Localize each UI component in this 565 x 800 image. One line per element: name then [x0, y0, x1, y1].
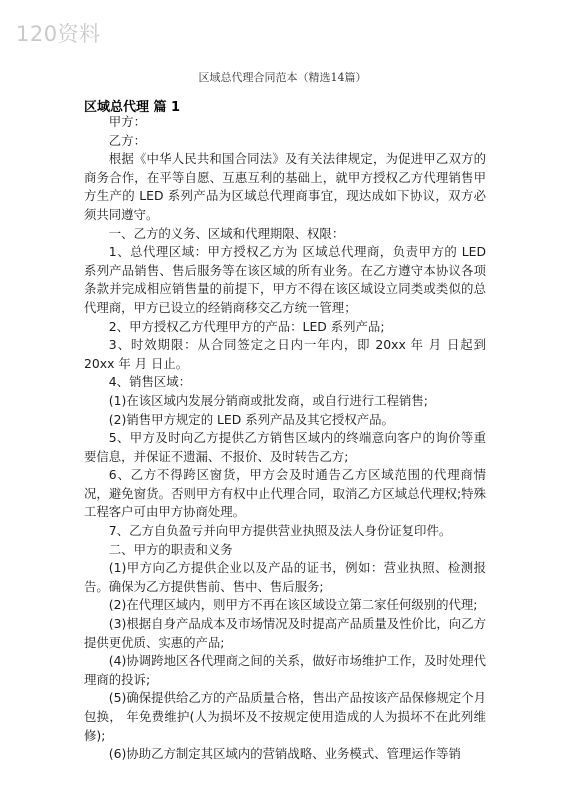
paragraph-duty-1: (1)甲方向乙方提供企业以及产品的证书，例如：营业执照、检测报告。确保为乙方提供售前、售中、售后服务; — [84, 560, 486, 594]
section-heading: 区域总代理 篇 1 — [84, 100, 181, 115]
paragraph-duty-6: (6)协助乙方制定其区域内的营销战略、业务模式、管理运作等销 — [108, 746, 461, 762]
paragraph-duty-5: (5)确保提供给乙方的产品质量合格，售出产品按该产品保修规定个月包换， 年免费维护(人为损坏及不按规定使用造成的人为损坏不在此列维修); — [84, 690, 486, 743]
paragraph-clause-4-1: (1)在该区域内发展分销商或批发商，或自行进行工程销售; — [108, 392, 428, 408]
watermark-logo: 120资料 — [16, 22, 101, 46]
paragraph-clause-2: 2、甲方授权乙方代理甲方的产品：LED 系列产品; — [108, 318, 385, 334]
paragraph-heading-2: 二、甲方的职责和义务 — [108, 541, 233, 557]
paragraph-clause-4: 4、销售区域： — [108, 374, 192, 390]
document-title: 区域总代理合同范本（精选14篇） — [198, 71, 367, 84]
paragraph-clause-1: 1、总代理区域：甲方授权乙方为 区域总代理商，负责甲方的 LED 系列产品销售、售后服务等在该区域的所有业务。在乙方遵守本协议各项条款并完成相应销售量的前提下，甲方不得在该区域设立同类或类似的总代理商，甲方已设立的经销商移交乙方统一管理； — [84, 244, 486, 315]
paragraph-clause-6: 6、乙方不得跨区窗货，甲方会及时通告乙方区域范围的代理商情况，避免窗货。否则甲方有权中止代理合同，取消乙方区域总代理权;特殊工程客户可由甲方协商处理。 — [84, 467, 486, 520]
document-body — [84, 113, 486, 764]
party-b-line: 乙方： — [108, 132, 146, 148]
paragraph-heading-1: 一、乙方的义务、区域和代理期限、权限： — [108, 225, 345, 241]
paragraph-clause-7: 7、乙方自负盈亏并向甲方提供营业执照及法人身份证复印件。 — [108, 523, 452, 539]
paragraph-clause-5: 5、甲方及时向乙方提供乙方销售区域内的终端意向客户的询价等重要信息，并保证不遗漏、不报价、及时转告乙方; — [84, 430, 486, 464]
paragraph-duty-4: (4)协调跨地区各代理商之间的关系，做好市场维护工作，及时处理代理商的投诉; — [84, 653, 486, 687]
party-a-line: 甲方： — [108, 114, 146, 129]
paragraph-duty-2: (2)在代理区域内，则甲方不再在该区域设立第二家任何级别的代理; — [108, 597, 478, 613]
paragraph-preamble: 根据《中华人民共和国合同法》及有关法律规定，为促进甲乙双方的商务合作，在平等自愿、互惠互利的基础上，就甲方授权乙方代理销售甲方生产的 LED 系列产品为区域总代理商事宜，现达成如下协议，双方必须共同遵守。 — [84, 151, 486, 222]
paragraph-clause-4-2: (2)销售甲方规定的 LED 系列产品及其它授权产品。 — [108, 411, 394, 427]
paragraph-duty-3: (3)根据自身产品成本及市场情况及时提高产品质量及性价比，向乙方提供更优质、实惠的产品; — [84, 616, 486, 650]
paragraph-clause-3: 3、时效期限：从合同签定之日内一年内，即 20xx 年 月 日起到 20xx 年 月 日止。 — [84, 337, 486, 371]
